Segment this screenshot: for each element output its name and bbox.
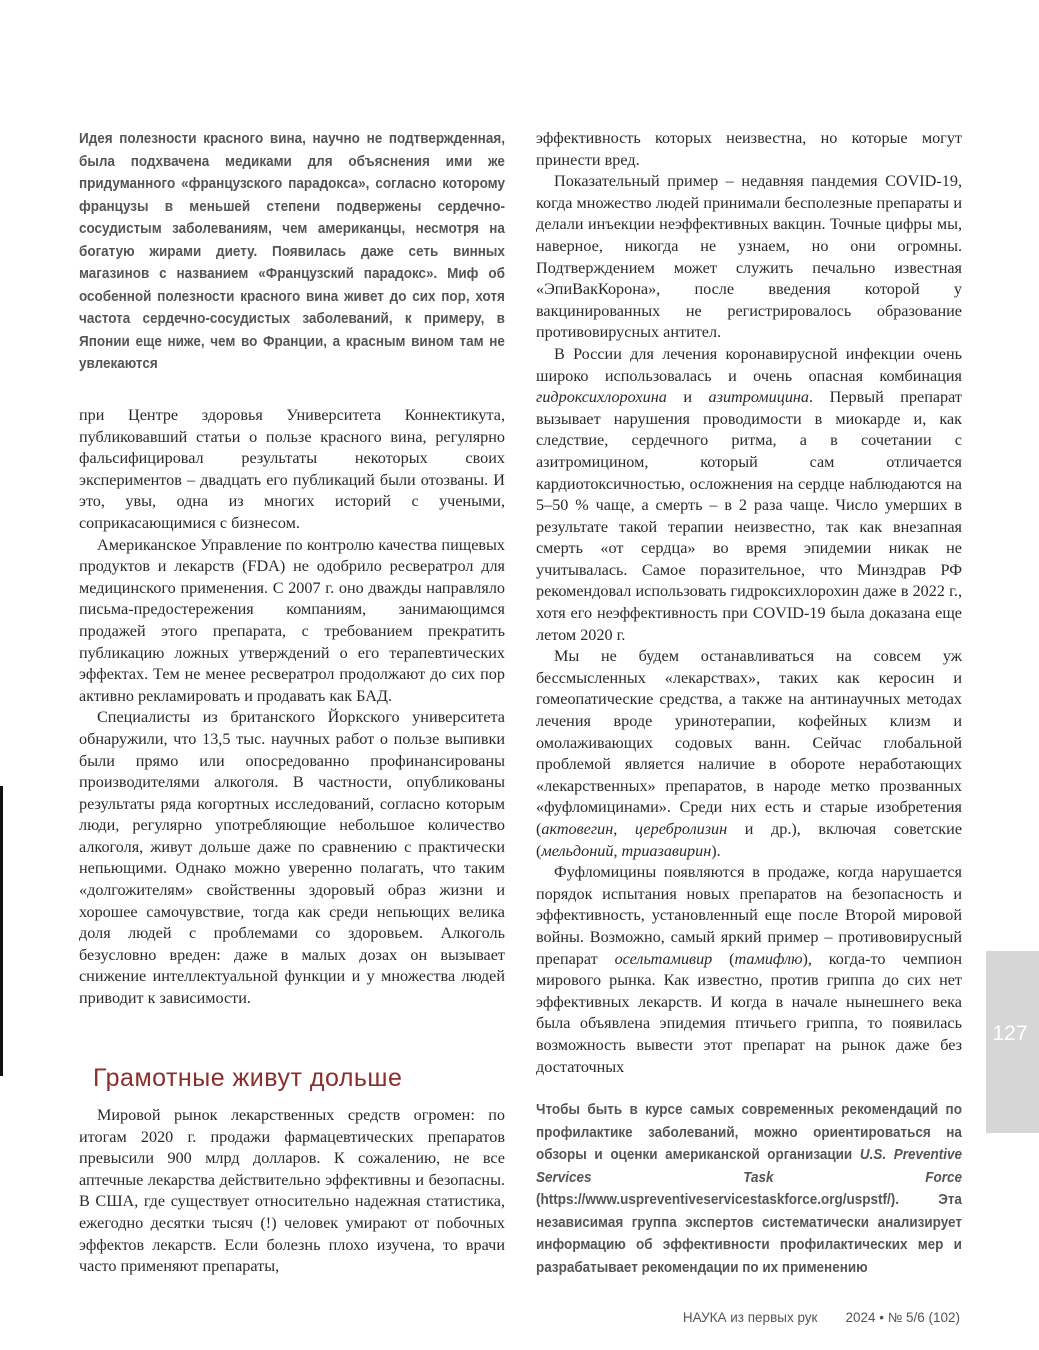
text-run: Чтобы быть в курсе самых современных рекомендаций по профилактике заболеваний, можно ориентироваться на обзоры и оценки американской организации <box>536 1102 962 1163</box>
paragraph: Американское Управление по контролю качества пищевых продуктов и лекарств (FDA) не одобрило ресвератрол для медицинского применения. С 2007 г. оно дважды направляло письма-предостережения компаниям, занимающимся продажей этого препарата, с требованием прекратить публикацию ложных утверждений о его терапевтических эффектах. Тем не менее ресвератрол продолжают до сих пор активно рекламировать и продавать как БАД. <box>79 535 505 705</box>
scan-edge-mark <box>0 786 3 1076</box>
paragraph: Мировой рынок лекарственных средств огромен: по итогам 2020 г. продажи фармацевтических препаратов превысили 900 млрд долларов. К сожалению, не все аптечные лекарства действительно эффективны и безопасны. В США, где существует относительно надежная статистика, ежегодно десятки тысяч (!) человек умирают от побочных эффектов лекарств. Если болезнь плохо изучена, то врачи часто применяют препараты, <box>79 1106 505 1276</box>
magazine-name: НАУКА из первых рук <box>682 1310 818 1325</box>
drug-name: осельтамивир <box>614 949 713 968</box>
paragraph: Специалисты из британского Йоркского университета обнаружили, что 13,5 тыс. научных работ о пользе выпивки были прямо или опосредованно профинансированы производителями алкоголя. В частности, опубликованы результаты ряда когортных исследований, согласно которым люди, регулярно употребляющие небольшое количество алкоголя, живут дольше даже по сравнению с практически непьющими. Однако можно уверенно полагать, что таким «долгожителям» свойственны здоровый образ жизни и хорошее самочувствие, тогда как среди непьющих велика доля людей с проблемами со здоровьем. Алкоголь безусловно вреден: даже в малых дозах он вызывает снижение интеллектуальной функции и у множества людей приводит к зависимости. <box>79 708 505 1008</box>
paragraph <box>536 646 962 862</box>
drug-name: церебролизин <box>634 820 728 838</box>
text-run: , <box>613 841 622 860</box>
text-run: (https://www.uspreventiveservicestaskforce.org/uspstf/). Эта независимая группа экспертов систематически анализирует информацию об эффективности профилактических мер и разрабатывает рекомендации по их применению <box>536 1192 962 1276</box>
text-run: . Первый препарат вызывает нарушения проводимости в миокарде и, как следствие, сердечного ритма, а в сочетании с азитромицином, который сам отличается кардиотоксичностью, осложнения на сердце наблюдаются на 5–50 % чаще, а смерть – в 2 раза чаще. Число умерших в результате такой терапии неизвестно, так как внезапная смерть «от сердца» во время эпидемии никак не учитывалась. Самое поразительное, что Минздрав РФ рекомендовал использовать гидроксихлорохин даже в 2022 г., хотя его неэффективность при COVID-19 была доказана еще летом 2020 г. <box>536 388 962 644</box>
section-heading: Грамотные живут дольше <box>93 1064 403 1092</box>
text-run: и <box>666 388 709 407</box>
paragraph <box>536 344 962 646</box>
left-body <box>79 405 505 1010</box>
text-run: Фуфломицины появляются в продаже, когда нарушается порядок испытания новых препаратов на безопасность и эффективность, установленный еще после Второй мировой войны. Возможно, самый яркий пример – противовирусный препарат <box>536 863 962 968</box>
drug-name: мельдоний <box>541 841 614 860</box>
paragraph: Показательный пример – недавняя пандемия COVID-19, когда множество людей принимали бесполезные препараты и делали инъекции неэффективных вакцин. Точные цифры мы, наверное, никогда не узнаем, но они огромны. Подтверждением может служить печально известная «ЭпиВакКорона», после введения которой у вакцинированных не регистрировалось образование противовирусных антител. <box>536 172 962 342</box>
drug-name: азитромицина <box>708 388 810 407</box>
left-section-body <box>79 1105 505 1278</box>
drug-name: гидроксихлорохина <box>536 388 667 407</box>
organization-name: U.S. Preventive Services Task Force <box>536 1147 962 1186</box>
text-run: и др.), включая советские ( <box>536 820 963 860</box>
left-callout <box>79 128 505 376</box>
text-run: В России для лечения коронавирусной инфекции очень широко использовалась и очень опасная комбинация <box>536 344 962 385</box>
right-callout <box>536 1099 962 1279</box>
callout-text: Идея полезности красного вина, научно не подтвержденная, была подхвачена медиками для объяснения ими же придуманного «французского парадокса», согласно которому французы в меньшей степени подвержены сердечно-сосудистым заболеваниям, чем американцы, несмотря на богатую жирами диету. Появилась даже сеть винных магазинов с названием «Французский парадокс». Миф об особенной полезности красного вина живет до сих пор, хотя частота сердечно-сосудистых заболеваний, к примеру, в Японии еще ниже, чем во Франции, а красным вином там не увлекаются <box>79 131 505 372</box>
paragraph: эффективность которых неизвестна, но которые могут принести вред. <box>536 129 962 169</box>
text-run: , <box>613 820 635 838</box>
text-run: ( <box>712 949 735 968</box>
text-run: ). <box>711 841 721 860</box>
drug-name: актовегин <box>541 820 614 838</box>
text-run: ), когда-то чемпион мирового рынка. Как известно, против гриппа до сих нет эффективных лекарств. И когда в начале нынешнего века была объявлена эпидемия птичьего гриппа, то появилась возможность вывести этот препарат на рынок даже без достаточных <box>536 949 963 1076</box>
callout-text <box>536 1099 962 1279</box>
right-body <box>536 128 962 1078</box>
page-number: 127 <box>992 1022 1028 1045</box>
paragraph: при Центре здоровья Университета Коннектикута, публиковавший статьи о пользе красного вина, регулярно фальсифицировал результаты некоторых своих экспериментов – двадцать его публикаций были отозваны. И это, увы, одна из многих историй с учеными, соприкасающимися с бизнесом. <box>79 406 505 532</box>
issue-number: 2024 • № 5/6 (102) <box>845 1310 960 1325</box>
drug-name: тамифлю <box>734 949 803 968</box>
text-run: Мы не будем останавливаться на совсем уж бессмысленных «лекарствах», таких как керосин и гомеопатические средства, а также на антинаучных методах лечения вроде уринотерапии, кофейных клизм и омолаживающих содовых ванн. Сейчас глобальной проблемой является наличие в обороте неработающих «лекарственных» препаратов, в народе метко прозванных «фуфломицинами». Среди них есть и старые изобретения ( <box>536 647 962 838</box>
page-footer <box>660 1310 960 1325</box>
drug-name: триазавирин <box>621 841 712 860</box>
paragraph <box>536 862 962 1078</box>
